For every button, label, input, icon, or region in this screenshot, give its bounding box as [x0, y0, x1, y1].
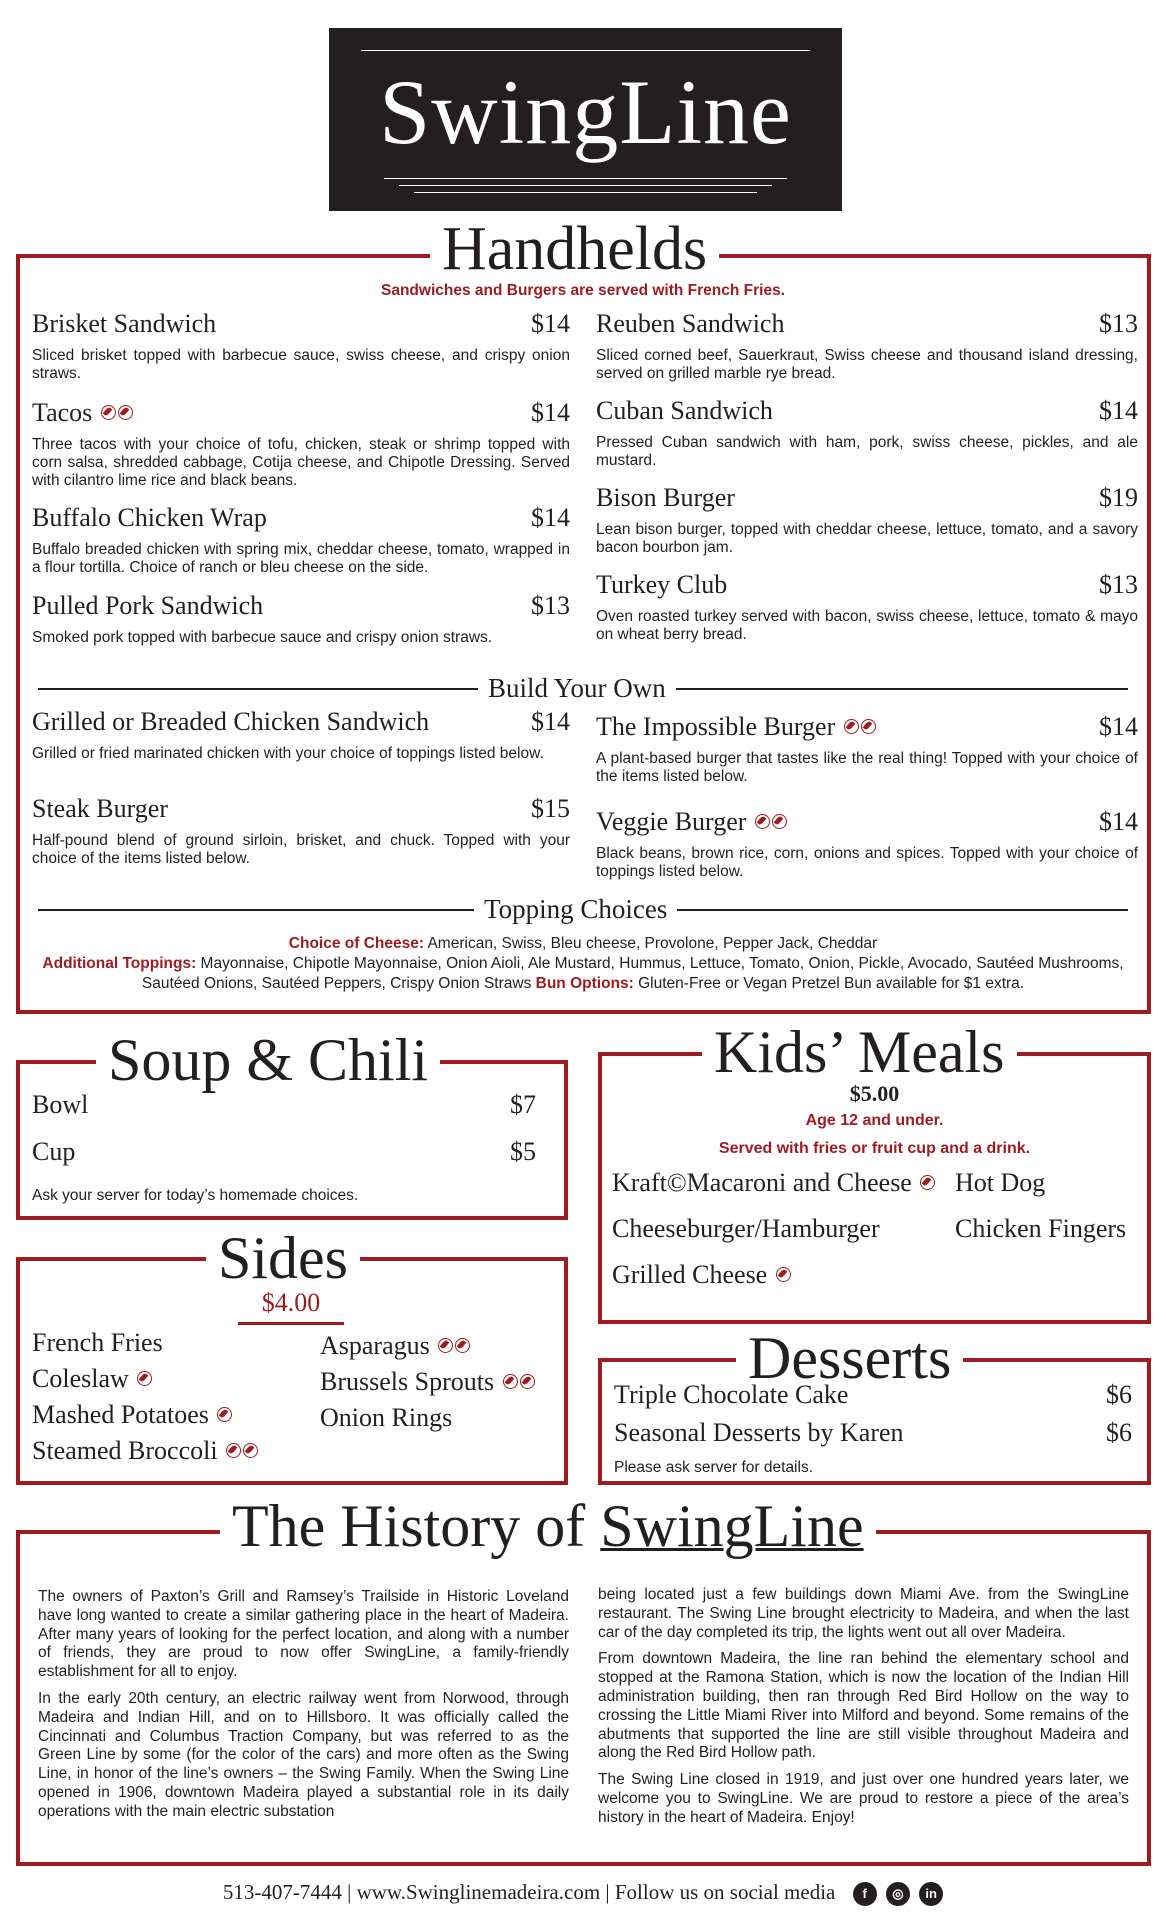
menu-item	[596, 398, 1138, 470]
item-name: Cuban Sandwich	[596, 396, 773, 425]
linkedin-icon[interactable]: in	[919, 1882, 943, 1906]
menu-item	[596, 311, 1138, 383]
item-name: Tacos	[32, 398, 93, 427]
bun-text: Gluten-Free or Vegan Pretzel Bun available for $1 extra.	[638, 975, 1025, 992]
topping-choices	[30, 934, 1136, 994]
facebook-icon[interactable]: f	[853, 1882, 877, 1906]
item-price: $6	[1106, 1418, 1132, 1447]
cheese-text: American, Swiss, Bleu cheese, Provolone, Pepper Jack, Cheddar	[427, 935, 878, 952]
menu-item	[32, 311, 570, 383]
item-name: Veggie Burger	[596, 807, 747, 836]
item-price: $13	[1099, 570, 1138, 599]
menu-item	[32, 796, 570, 868]
desserts-title: Desserts	[736, 1328, 963, 1388]
history-paragraph: In the early 20th century, an electric railway went from Norwood, through Madeira and Indian Hill, and on to Hillsboro. It was officially called the Cincinnati and Columbus Traction Company, but was referred to as the Green Line by some (for the color of the cars) and more often as the Swing Line, in honor of the line’s owners – the Swing Family. When the Swing Line opened in 1906, downtown Madeira played a substantial role in its daily operations with the main electric substation	[38, 1689, 569, 1820]
history-left-column	[38, 1588, 569, 1830]
cheese-label: Choice of Cheese:	[288, 935, 425, 952]
bun-label: Bun Options:	[535, 975, 634, 992]
vegetarian-leaf-icon	[844, 719, 859, 734]
history-right-column	[598, 1586, 1129, 1836]
logo	[329, 28, 842, 211]
kids-item: Cheeseburger/Hamburger	[612, 1214, 880, 1243]
item-desc: Pressed Cuban sandwich with ham, pork, swiss cheese, pickles, and ale mustard.	[596, 434, 1138, 469]
history-paragraph: The Swing Line closed in 1919, and just over one hundred years later, we welcome you to SwingLine. We are proud to restore a piece of the area’s history in the heart of Madeira. Enjoy!	[598, 1771, 1129, 1826]
item-price: $19	[1099, 483, 1138, 512]
item-price: $14	[531, 309, 570, 338]
desserts-note: Please ask server for details.	[614, 1459, 814, 1476]
history-paragraph: From downtown Madeira, the line ran behind the elementary school and stopped at the Ramona Station, which is now the location of the Indian Hill administration building, then ran through Red Bird Hollow on the way to crossing the Little Miami River into Milford and beyond. Some remains of the abutments that supported the line are still visible throughout Madeira and along the Red Bird Hollow path.	[598, 1650, 1129, 1762]
vegan-leaf-icon	[118, 405, 133, 420]
item-name: Seasonal Desserts by Karen	[614, 1418, 904, 1447]
item-price: $14	[1099, 396, 1138, 425]
item-desc: A plant-based burger that tastes like the real thing! Topped with your choice of the items listed below.	[596, 750, 1138, 785]
side-item: Coleslaw	[32, 1366, 152, 1392]
item-name: Grilled or Breaded Chicken Sandwich	[32, 707, 430, 736]
item-price: $14	[1099, 807, 1138, 836]
vegetarian-leaf-icon	[101, 405, 116, 420]
sides-price: $4.00	[261, 1288, 321, 1317]
vegetarian-leaf-icon	[503, 1374, 518, 1389]
menu-item	[596, 485, 1138, 557]
menu-item	[32, 593, 570, 647]
item-price: $7	[510, 1090, 536, 1119]
item-name: Turkey Club	[596, 570, 728, 599]
kids-age: Age 12 and under.	[805, 1112, 944, 1129]
item-desc: Buffalo breaded chicken with spring mix, cheddar cheese, tomato, wrapped in a flour tortilla. Choice of ranch or bleu cheese on the side.	[32, 541, 570, 576]
instagram-icon[interactable]: ◎	[886, 1882, 910, 1906]
history-brand: SwingLine	[600, 1493, 864, 1559]
item-price: $14	[531, 398, 570, 427]
item-desc: Oven roasted turkey served with bacon, swiss cheese, lettuce, tomato & mayo on wheat berry bread.	[596, 608, 1138, 643]
item-name: Brisket Sandwich	[32, 309, 217, 338]
kids-price: $5.00	[849, 1081, 900, 1106]
build-your-own-heading: Build Your Own	[38, 673, 1128, 703]
soup-note: Ask your server for today’s homemade choices.	[32, 1187, 359, 1204]
side-item: Onion Rings	[320, 1403, 453, 1432]
vegan-leaf-icon	[455, 1338, 470, 1353]
additional-text: Mayonnaise, Chipotle Mayonnaise, Onion Aioli, Ale Mustard, Hummus, Lettuce, Tomato, Onion, Pickle, Avocado, Sautéed Mushrooms, Sautéed Onions, Sautéed Peppers, Crispy Onion Straws	[141, 955, 1124, 992]
item-price: $14	[531, 503, 570, 532]
handhelds-title: Handhelds	[430, 218, 719, 280]
side-item: Asparagus	[320, 1333, 470, 1359]
item-price: $5	[510, 1137, 536, 1166]
menu-item	[596, 572, 1138, 644]
item-name: The Impossible Burger	[596, 712, 836, 741]
item-desc: Black beans, brown rice, corn, onions and spices. Topped with your choice of toppings listed below.	[596, 845, 1138, 880]
side-item: Brussels Sprouts	[320, 1369, 535, 1395]
item-desc: Half-pound blend of ground sirloin, brisket, and chuck. Topped with your choice of the items listed below.	[32, 832, 570, 867]
footer-contact: 513-407-7444 | www.Swinglinemadeira.com | Follow us on social media	[222, 1880, 836, 1904]
vegetarian-leaf-icon	[438, 1338, 453, 1353]
item-name: Cup	[32, 1137, 76, 1166]
menu-item	[32, 709, 570, 763]
item-price: $14	[1099, 712, 1138, 741]
item-name: Bowl	[32, 1090, 89, 1119]
menu-item	[596, 714, 1138, 786]
vegan-leaf-icon	[520, 1374, 535, 1389]
item-price: $14	[531, 707, 570, 736]
soup-chili-title: Soup & Chili	[96, 1030, 440, 1090]
vegetarian-leaf-icon	[755, 814, 770, 829]
menu-item	[596, 809, 1138, 881]
logo-text: SwingLine	[379, 61, 792, 163]
history-paragraph: being located just a few buildings down Miami Ave. from the SwingLine restaurant. The Swing Line brought electricity to Madeira, and when the last car of the day completed its trip, the lights went out all over Madeira.	[598, 1586, 1129, 1641]
item-desc: Lean bison burger, topped with cheddar cheese, lettuce, tomato, and a savory bacon bourbon jam.	[596, 521, 1138, 556]
side-item: Mashed Potatoes	[32, 1402, 232, 1428]
sides-price-underline	[238, 1322, 344, 1325]
item-name: Buffalo Chicken Wrap	[32, 503, 267, 532]
item-price: $6	[1106, 1380, 1132, 1409]
additional-label: Additional Toppings:	[42, 955, 197, 972]
item-name: Steak Burger	[32, 794, 168, 823]
item-desc: Sliced corned beef, Sauerkraut, Swiss cheese and thousand island dressing, served on grilled marble rye bread.	[596, 347, 1138, 382]
kids-served: Served with fries or fruit cup and a drink.	[718, 1140, 1031, 1157]
side-item: Steamed Broccoli	[32, 1438, 258, 1464]
vegetarian-leaf-icon	[217, 1407, 232, 1422]
item-desc: Sliced brisket topped with barbecue sauce, swiss cheese, and crispy onion straws.	[32, 347, 570, 382]
kids-item: Kraft©Macaroni and Cheese	[612, 1170, 935, 1196]
item-name: Reuben Sandwich	[596, 309, 785, 338]
kids-meals-title: Kids’ Meals	[702, 1022, 1017, 1082]
dessert-item	[614, 1382, 1132, 1408]
sides-title: Sides	[206, 1228, 360, 1288]
item-name: Triple Chocolate Cake	[614, 1380, 849, 1409]
item-desc: Grilled or fried marinated chicken with your choice of toppings listed below.	[32, 745, 544, 762]
kids-item: Hot Dog	[955, 1168, 1046, 1197]
item-price: $15	[531, 794, 570, 823]
item-desc: Three tacos with your choice of tofu, chicken, steak or shrimp topped with corn salsa, shredded cabbage, Cotija cheese, and Chipotle Dressing. Served with cilantro lime rice and black beans.	[32, 436, 570, 489]
side-item: French Fries	[32, 1328, 163, 1357]
kids-item: Grilled Cheese	[612, 1262, 791, 1288]
item-desc: Smoked pork topped with barbecue sauce and crispy onion straws.	[32, 629, 493, 646]
history-paragraph: The owners of Paxton’s Grill and Ramsey’s Trailside in Historic Loveland have long wanted to create a similar gathering place in the heart of Madeira. After many years of looking for the perfect location, and along with a number of friends, they are proud to now offer SwingLine, a family-friendly establishment for all to enjoy.	[38, 1588, 569, 1681]
item-name: Pulled Pork Sandwich	[32, 591, 264, 620]
vegetarian-leaf-icon	[920, 1175, 935, 1190]
soup-bowl	[32, 1092, 536, 1118]
menu-item	[32, 400, 570, 490]
vegetarian-leaf-icon	[137, 1371, 152, 1386]
history-title: The History of SwingLine	[220, 1496, 876, 1556]
vegan-leaf-icon	[772, 814, 787, 829]
topping-choices-heading: Topping Choices	[38, 894, 1128, 924]
vegetarian-leaf-icon	[226, 1443, 241, 1458]
vegetarian-leaf-icon	[776, 1267, 791, 1282]
soup-cup	[32, 1139, 536, 1165]
item-name: Bison Burger	[596, 483, 735, 512]
menu-item	[32, 505, 570, 577]
vegan-leaf-icon	[243, 1443, 258, 1458]
item-price: $13	[1099, 309, 1138, 338]
item-price: $13	[531, 591, 570, 620]
footer	[0, 1880, 1166, 1906]
dessert-item	[614, 1420, 1132, 1446]
handhelds-note: Sandwiches and Burgers are served with French Fries.	[381, 282, 785, 299]
vegan-leaf-icon	[861, 719, 876, 734]
kids-item: Chicken Fingers	[955, 1214, 1127, 1243]
